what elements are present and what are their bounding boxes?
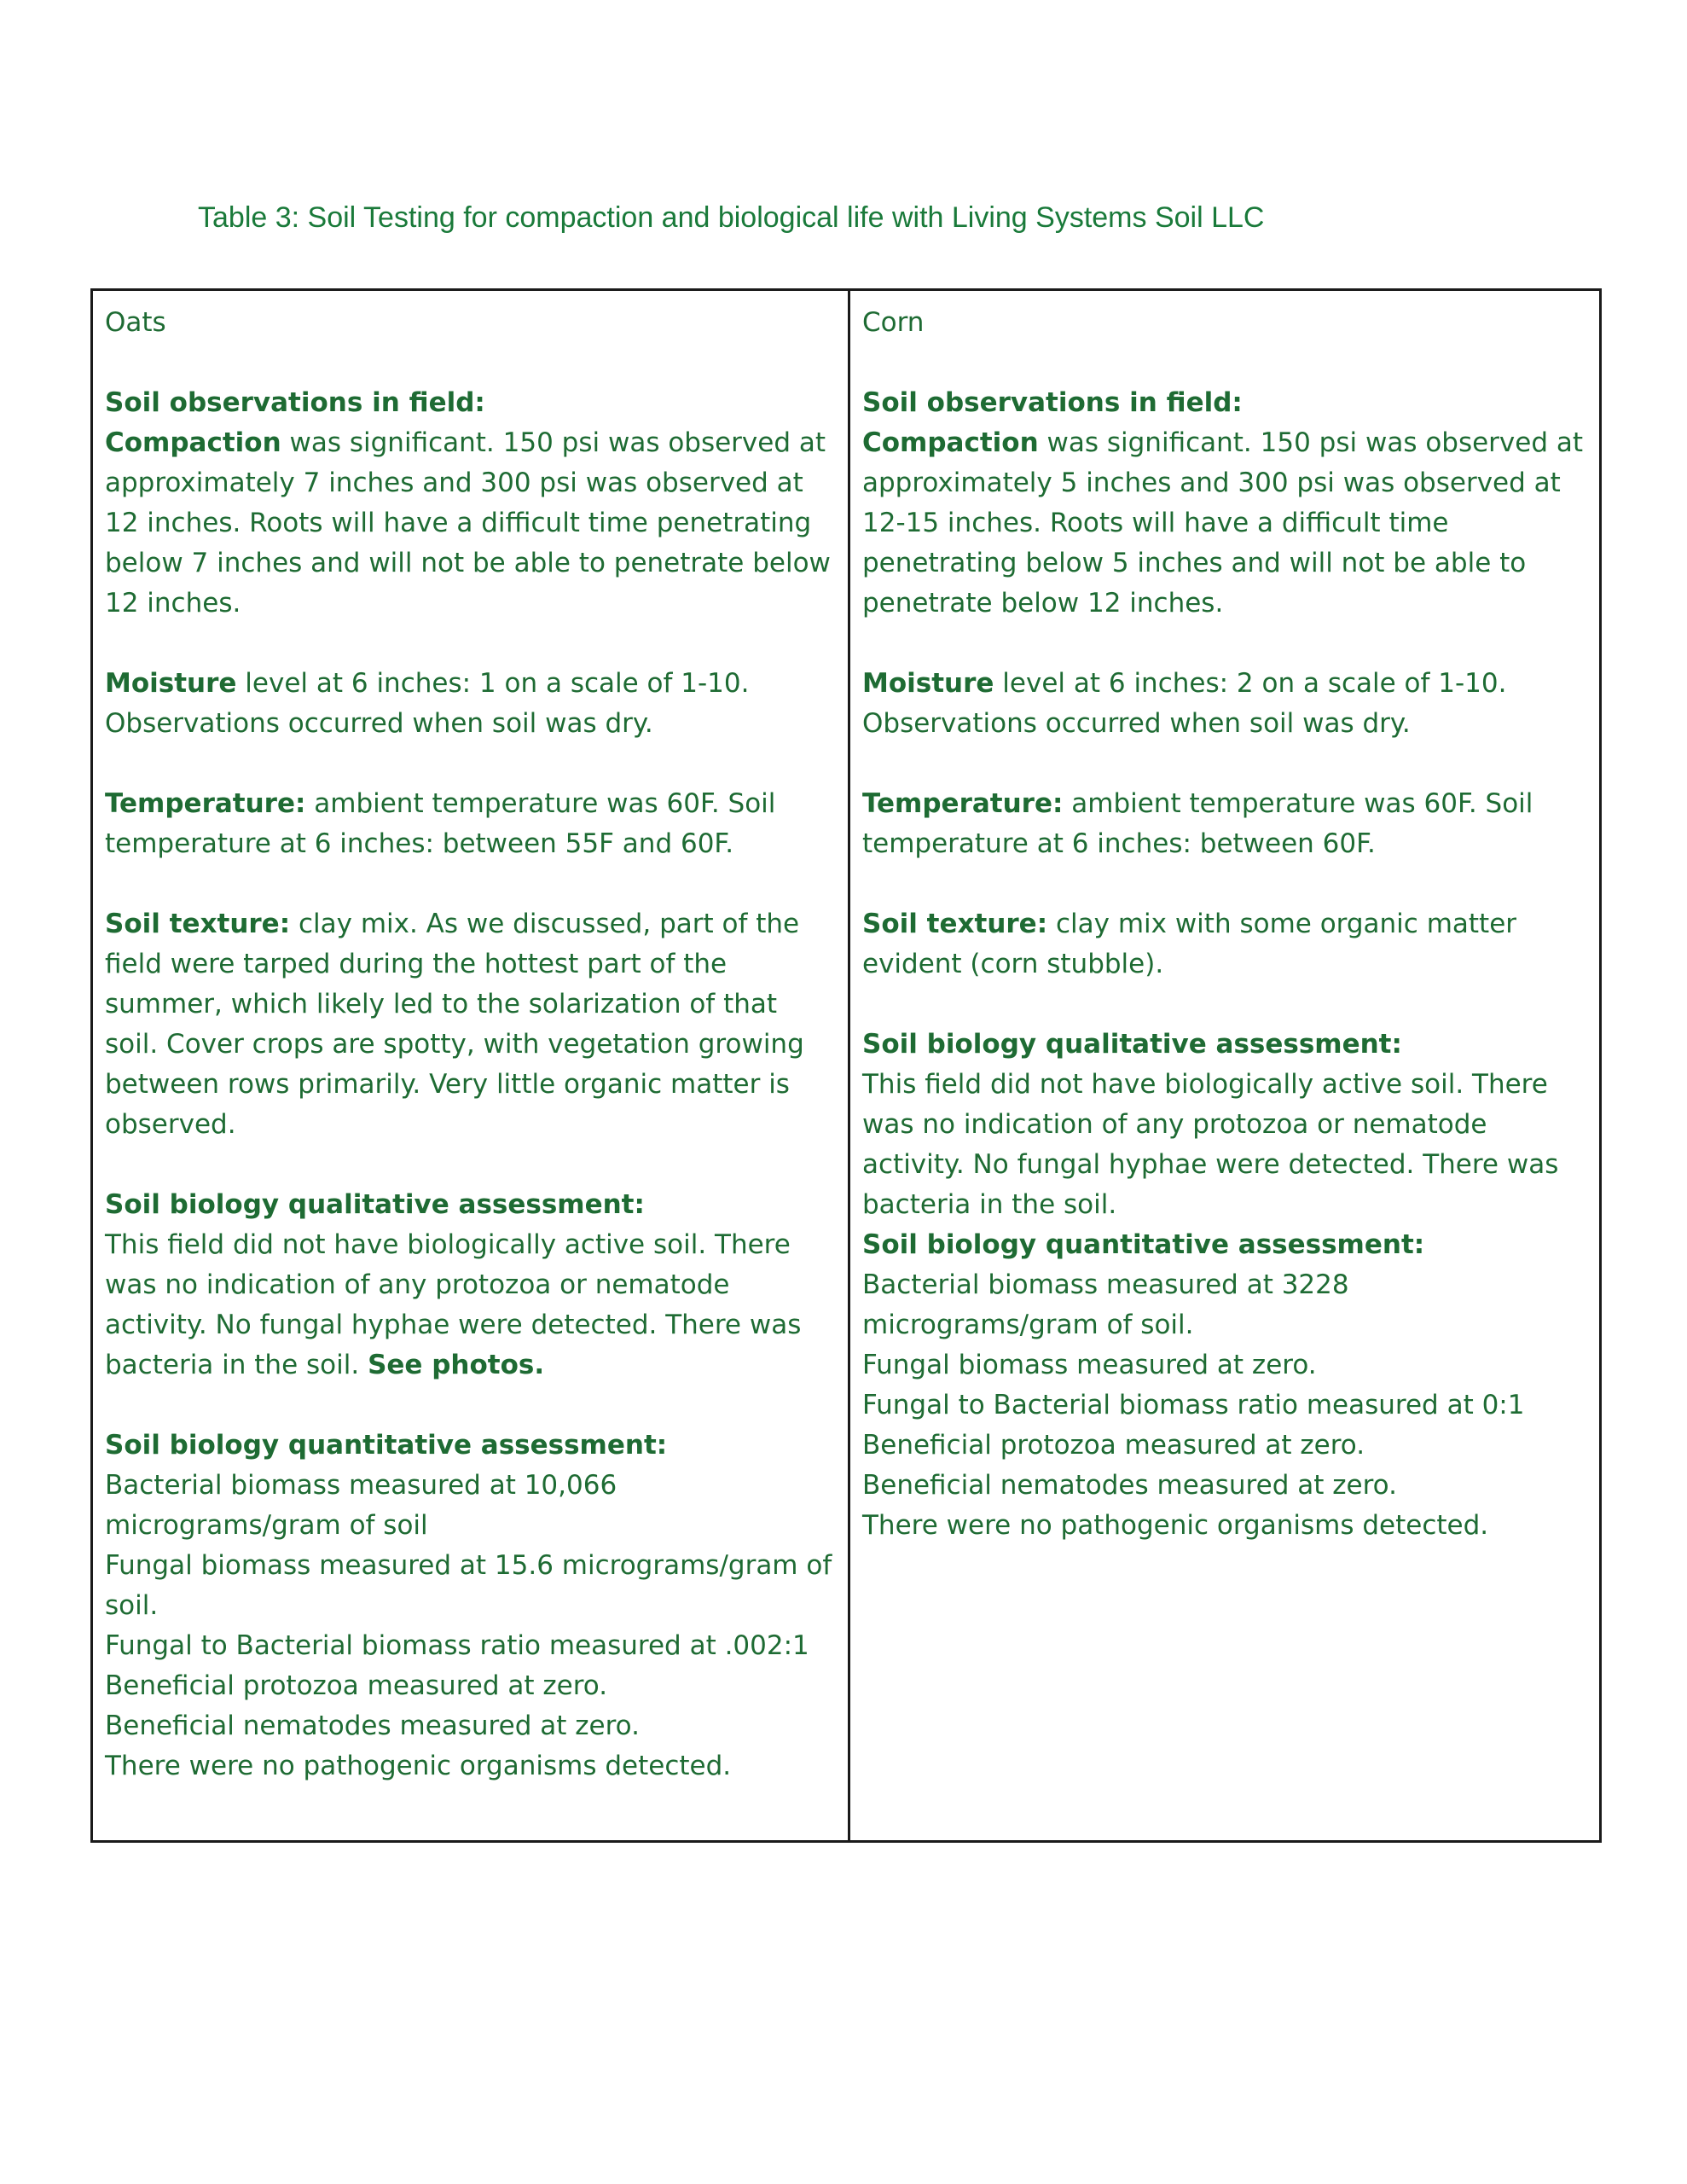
corn-texture [862, 904, 1587, 985]
corn-title: Corn [862, 307, 925, 338]
oats-quant-line: Beneficial protozoa measured at zero. [105, 1670, 608, 1701]
soil-testing-table [90, 288, 1602, 1843]
corn-quant-line: Beneficial nematodes measured at zero. [862, 1470, 1397, 1501]
oats-compaction-text: was significant. 150 psi was observed at approximately 7 inches and 300 psi was observed at 12 inches. Roots will have a difficult time penetrating below 7 inches and will not be able to penetrate below 12 inches. [105, 427, 831, 619]
corn-quant-line: Fungal to Bacterial biomass ratio measured at 0:1 [862, 1390, 1525, 1420]
oats-texture [105, 904, 836, 1145]
corn-temperature-text: ambient temperature was 60F. Soil temperature at 6 inches: between 60F. [862, 788, 1533, 859]
oats-quant-line: Bacterial biomass measured at 10,066 micrograms/gram of soil [105, 1470, 617, 1541]
corn-moisture-text: level at 6 inches: 2 on a scale of 1-10. Observations occurred when soil was dry. [862, 668, 1507, 739]
oats-temperature [105, 784, 836, 864]
oats-moisture-text: level at 6 inches: 1 on a scale of 1-10. Observations occurred when soil was dry. [105, 668, 750, 739]
corn-compaction-text: was significant. 150 psi was observed at approximately 5 inches and 300 psi was observed at 12-15 inches. Roots will have a difficult time penetrating below 5 inches and will not be able to penetrate below 12 inches. [862, 427, 1584, 619]
oats-moisture-label: Moisture [105, 668, 237, 699]
corn-column [850, 291, 1599, 1840]
corn-quant-line: There were no pathogenic organisms detected. [862, 1510, 1489, 1541]
corn-quant-line: Beneficial protozoa measured at zero. [862, 1430, 1365, 1461]
oats-quant-line: Beneficial nematodes measured at zero. [105, 1711, 640, 1741]
corn-qualitative-heading: Soil biology qualitative assessment: [862, 1029, 1402, 1060]
corn-compaction-label: Compaction [862, 427, 1039, 458]
oats-temperature-label: Temperature: [105, 788, 306, 819]
corn-moisture-label: Moisture [862, 668, 994, 699]
oats-qualitative-text: This field did not have biologically active soil. There was no indication of any protozoa or nematode activity. No fungal hyphae were detected. There was bacteria in the soil. [105, 1229, 802, 1380]
corn-quant-line: Bacterial biomass measured at 3228 micrograms/gram of soil. [862, 1269, 1349, 1340]
corn-texture-text: clay mix with some organic matter evident (corn stubble). [862, 909, 1517, 979]
oats-quantitative-heading: Soil biology quantitative assessment: [105, 1430, 668, 1461]
oats-quant-line: There were no pathogenic organisms detected. [105, 1751, 732, 1781]
corn-moisture [862, 664, 1587, 744]
corn-temperature-label: Temperature: [862, 788, 1064, 819]
corn-compaction [862, 423, 1587, 624]
corn-quantitative-heading: Soil biology quantitative assessment: [862, 1229, 1425, 1260]
oats-moisture [105, 664, 836, 744]
oats-compaction [105, 423, 836, 624]
oats-quant-line: Fungal biomass measured at 15.6 micrograms/gram of soil. [105, 1550, 832, 1621]
oats-texture-label: Soil texture: [105, 909, 291, 939]
corn-temperature [862, 784, 1587, 864]
corn-texture-label: Soil texture: [862, 909, 1048, 939]
corn-quant-line: Fungal biomass measured at zero. [862, 1350, 1317, 1380]
oats-quant-line: Fungal to Bacterial biomass ratio measured at .002:1 [105, 1630, 809, 1661]
oats-column [93, 291, 850, 1840]
oats-qualitative-heading: Soil biology qualitative assessment: [105, 1189, 645, 1220]
oats-see-photos: See photos. [368, 1350, 545, 1380]
corn-observations-heading: Soil observations in field: [862, 387, 1243, 418]
oats-texture-text: clay mix. As we discussed, part of the field were tarped during the hottest part of the summer, which likely led to the solarization of that soil. Cover crops are spotty, with vegetation growing between rows primarily. Very little organic matter is observed. [105, 909, 804, 1140]
oats-qualitative [105, 1225, 836, 1385]
oats-temperature-text: ambient temperature was 60F. Soil temperature at 6 inches: between 55F and 60F. [105, 788, 776, 859]
oats-compaction-label: Compaction [105, 427, 281, 458]
corn-qualitative-text: This field did not have biologically active soil. There was no indication of any protozoa or nematode activity. No fungal hyphae were detected. There was bacteria in the soil. [862, 1069, 1559, 1220]
oats-title: Oats [105, 307, 166, 338]
oats-observations-heading: Soil observations in field: [105, 387, 485, 418]
table-caption: Table 3: Soil Testing for compaction and biological life with Living Systems Soil LLC [198, 201, 1265, 234]
